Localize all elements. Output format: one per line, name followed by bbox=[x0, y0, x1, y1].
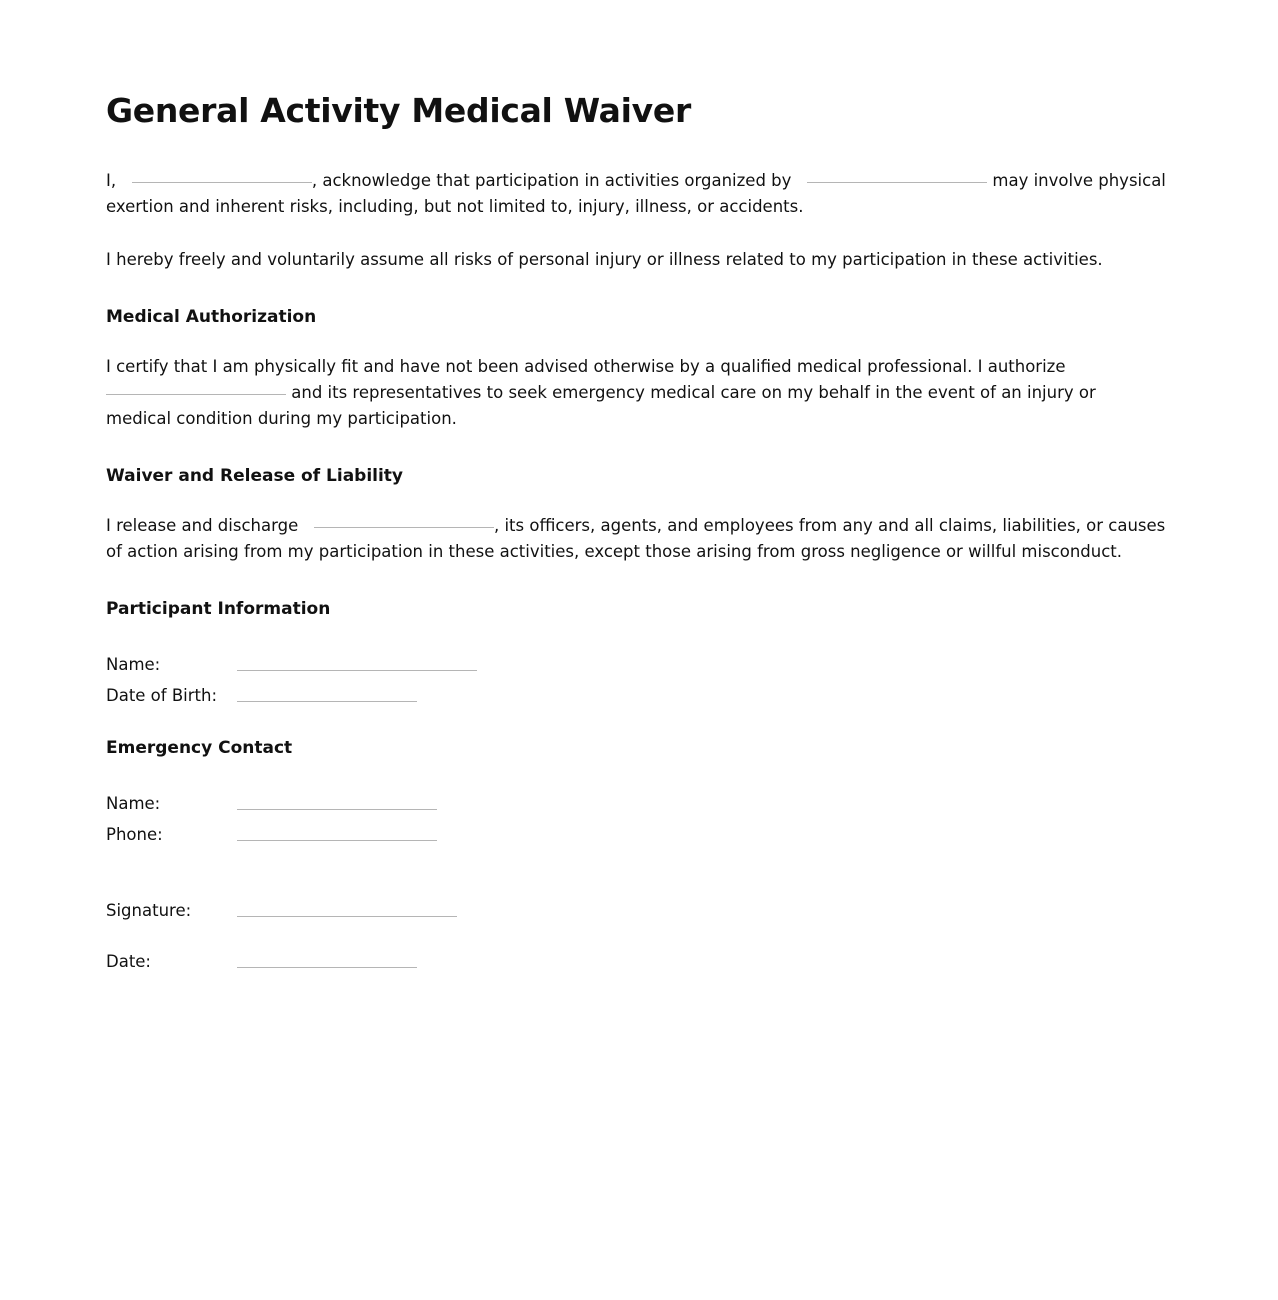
emergency-phone-label: Phone: bbox=[106, 825, 163, 844]
waiver-heading: Waiver and Release of Liability bbox=[106, 466, 404, 486]
intro-text-middle: , acknowledge that participation in activities organized by bbox=[311, 171, 792, 190]
emergency-phone-field[interactable] bbox=[237, 840, 437, 841]
released-party-blank[interactable] bbox=[314, 527, 494, 528]
date-row bbox=[106, 944, 1166, 975]
participant-dob-label: Date of Birth: bbox=[106, 686, 218, 705]
date-field[interactable] bbox=[237, 967, 417, 968]
participant-heading: Participant Information bbox=[106, 599, 331, 619]
medical-paragraph bbox=[106, 354, 1166, 432]
participant-name-label: Name: bbox=[106, 655, 161, 674]
waiver-text-start: I release and discharge bbox=[106, 516, 299, 535]
assumption-paragraph: I hereby freely and voluntarily assume all risks of personal injury or illness related to my participation in these activities. bbox=[106, 250, 1103, 269]
emergency-phone-row bbox=[106, 817, 1166, 848]
waiver-document bbox=[106, 88, 1166, 975]
participant-fields bbox=[106, 647, 1166, 709]
date-label: Date: bbox=[106, 952, 151, 971]
page-title: General Activity Medical Waiver bbox=[106, 91, 691, 130]
intro-text-end: may involve physical exertion and inherent risks, including, but not limited to, injury, illness, or accidents. bbox=[106, 171, 1166, 216]
participant-name-row bbox=[106, 647, 1166, 678]
signature-field[interactable] bbox=[237, 916, 457, 917]
waiver-paragraph bbox=[106, 513, 1166, 565]
medical-text-start: I certify that I am physically fit and have not been advised otherwise by a qualified medical professional. I authorize bbox=[106, 357, 1066, 376]
organizer-blank[interactable] bbox=[807, 182, 987, 183]
intro-paragraph bbox=[106, 168, 1166, 220]
waiver-text-end: , its officers, agents, and employees from any and all claims, liabilities, or causes of action arising from my participation in these activities, except those arising from gross negligence or willful misconduct. bbox=[106, 516, 1166, 561]
authorized-party-blank[interactable] bbox=[106, 394, 286, 395]
participant-dob-field[interactable] bbox=[237, 701, 417, 702]
emergency-name-row bbox=[106, 786, 1166, 817]
signature-label: Signature: bbox=[106, 901, 192, 920]
intro-text-start: I, bbox=[106, 171, 117, 190]
emergency-heading: Emergency Contact bbox=[106, 738, 293, 758]
participant-name-field[interactable] bbox=[237, 670, 477, 671]
medical-text-end: and its representatives to seek emergency medical care on my behalf in the event of an injury or medical condition during my participation. bbox=[106, 383, 1096, 428]
medical-heading: Medical Authorization bbox=[106, 307, 317, 327]
participant-name-blank[interactable] bbox=[132, 182, 312, 183]
signature-row bbox=[106, 893, 1166, 924]
emergency-fields bbox=[106, 786, 1166, 848]
participant-dob-row bbox=[106, 678, 1166, 709]
emergency-name-field[interactable] bbox=[237, 809, 437, 810]
emergency-name-label: Name: bbox=[106, 794, 161, 813]
